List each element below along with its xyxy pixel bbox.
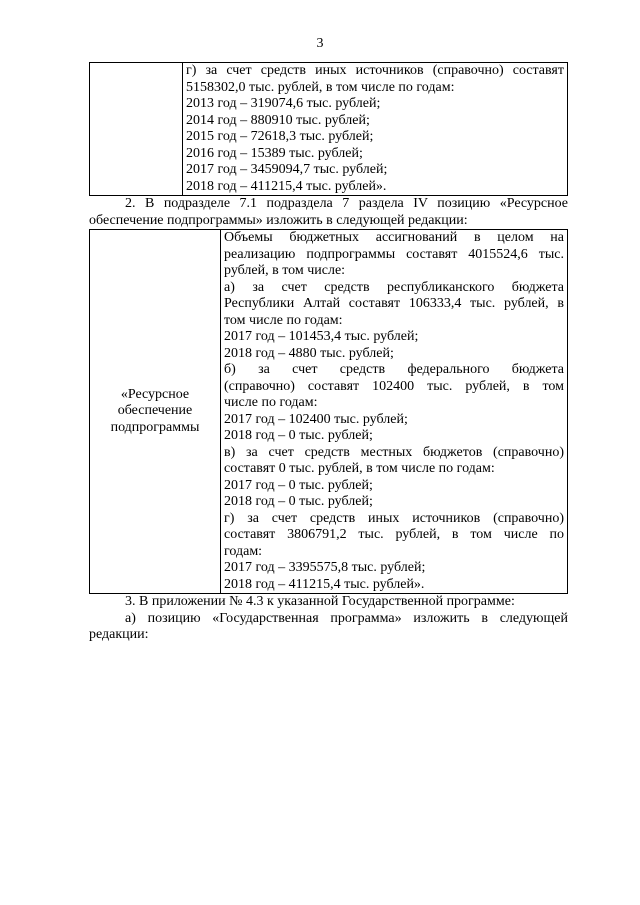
table-line: 2018 год – 4880 тыс. рублей; (224, 345, 394, 361)
resource-label-cell (90, 230, 221, 594)
table-line: 2017 год – 3395575,8 тыс. рублей; (224, 560, 426, 575)
paragraph-3 (89, 594, 568, 611)
table-line: Республики Алтай составят 106333,4 тыс. рублей, в (224, 296, 564, 311)
paragraph-line: редакции: (89, 627, 149, 642)
label-line: обеспечение (117, 403, 193, 419)
table-line: 2018 год – 411215,4 тыс. рублей». (224, 576, 425, 592)
table-line: а) за счет средств республиканского бюджета (224, 279, 564, 295)
table-line: годам: (224, 543, 263, 559)
paragraph-line: а) позицию «Государственная программа» изложить в следующей (125, 610, 568, 626)
table-line: 2017 год – 3459094,7 тыс. рублей; (186, 162, 388, 177)
paragraph-4 (89, 611, 568, 644)
table-line: 2014 год – 880910 тыс. рублей; (186, 112, 370, 128)
label-line: подпрограммы (110, 419, 200, 435)
table-line: реализацию подпрограммы составят 4015524,6 тыс. (224, 246, 564, 262)
table-line: 2018 год – 0 тыс. рублей; (224, 494, 373, 509)
resource-provision-table (89, 229, 568, 594)
table-line: Объемы бюджетных ассигнований в целом на (224, 230, 564, 245)
table-line: г) за счет средств иных источников (справочно) (224, 510, 564, 526)
resource-content-cell (221, 230, 568, 594)
table-line: 2017 год – 102400 тыс. рублей; (224, 411, 408, 427)
document-body (89, 62, 568, 644)
paragraph-line: 2. В подразделе 7.1 подраздела 7 раздела IV позицию «Ресурсное (125, 196, 568, 211)
table-line: числе по годам: (224, 395, 318, 410)
table-line: 2013 год – 319074,6 тыс. рублей; (186, 96, 381, 111)
table-line: 2016 год – 15389 тыс. рублей; (186, 145, 363, 161)
table-line: 5158302,0 тыс. рублей, в том числе по годам: (186, 79, 455, 95)
table-line: рублей, в том числе: (224, 263, 346, 278)
table-line: г) за счет средств иных источников (справочно) составят (186, 63, 564, 78)
table-line: том числе по годам: (224, 312, 343, 328)
table-line: в) за счет средств местных бюджетов (справочно) (224, 444, 564, 460)
table-line: (справочно) составят 102400 тыс. рублей, в том (224, 378, 564, 394)
paragraph-2 (89, 196, 568, 229)
table-line: составят 0 тыс. рублей, в том числе по годам: (224, 461, 495, 476)
table-line: 2017 год – 101453,4 тыс. рублей; (224, 329, 419, 344)
table-line: 2018 год – 0 тыс. рублей; (224, 428, 373, 443)
paragraph-line: 3. В приложении № 4.3 к указанной Государственной программе: (125, 594, 515, 609)
table-line: 2017 год – 0 тыс. рублей; (224, 477, 373, 493)
table-label-cell (90, 63, 183, 196)
table-line: 2015 год – 72618,3 тыс. рублей; (186, 129, 374, 144)
paragraph-line: обеспечение подпрограммы» изложить в следующей редакции: (89, 212, 468, 228)
label-line: «Ресурсное (120, 386, 190, 402)
funding-table-continued (89, 62, 568, 196)
page-number: 3 (316, 36, 324, 51)
table-line: 2018 год – 411215,4 тыс. рублей». (186, 178, 387, 194)
table-line: б) за счет средств федерального бюджета (224, 362, 564, 377)
table-line: составят 3806791,2 тыс. рублей, в том числе по (224, 527, 564, 542)
table-content-cell (183, 63, 568, 196)
